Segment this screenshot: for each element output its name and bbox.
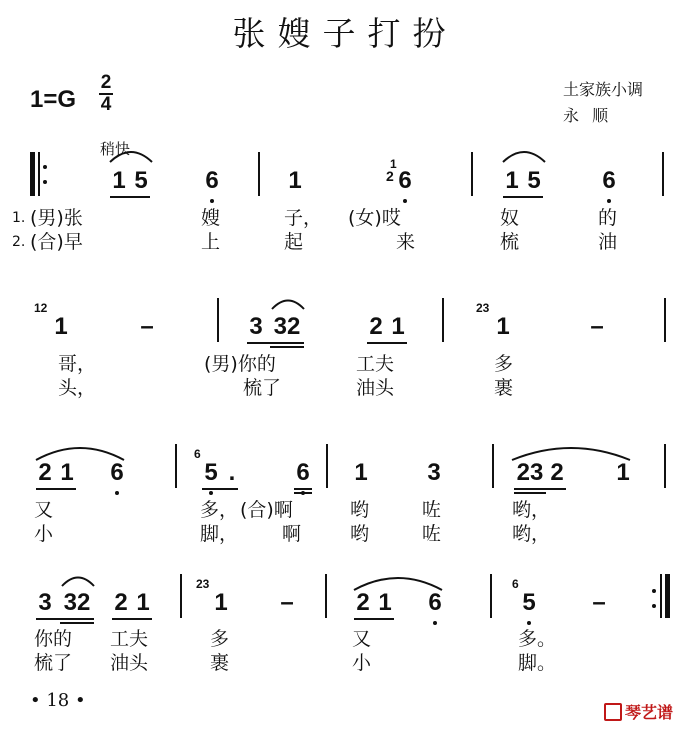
lyric: 哟	[350, 499, 370, 521]
slur-mark	[60, 572, 96, 588]
lyric: 子，	[284, 207, 323, 229]
note: 1	[54, 313, 68, 340]
lyric: 啊	[282, 523, 302, 545]
eighth-underline	[247, 342, 304, 344]
note: 1	[354, 459, 368, 486]
lyric: 脚，	[200, 523, 239, 545]
tempo-marking: 稍快	[100, 140, 131, 158]
lyric: 工夫	[110, 628, 149, 650]
grace-note: 23	[476, 301, 490, 315]
grace-note: 2	[386, 168, 394, 184]
lyric: (男)你的	[204, 353, 276, 375]
watermark-text: 琴艺谱	[625, 703, 674, 722]
eighth-underline	[354, 618, 394, 620]
note: 1	[288, 167, 302, 194]
note: 6	[110, 459, 124, 486]
lyric: 多	[494, 353, 514, 375]
eighth-underline	[503, 196, 543, 198]
barline	[664, 298, 666, 342]
augmentation-dot: .	[228, 459, 236, 486]
lyric: 梳了	[34, 652, 73, 674]
barline	[217, 298, 219, 342]
note: 1	[616, 459, 630, 486]
barline	[662, 152, 664, 196]
lyric: 油头	[356, 377, 395, 399]
lyric: 哥，	[58, 353, 97, 375]
lyric: (合)啊	[240, 499, 293, 521]
repeat-dot	[652, 604, 656, 608]
grace-note: 6	[194, 447, 201, 461]
note: 5	[522, 589, 536, 616]
sixteenth-underline	[294, 492, 312, 494]
lyric: 多。	[518, 628, 557, 650]
eighth-underline	[514, 488, 566, 490]
low-octave-dot	[433, 621, 437, 625]
note: 1	[60, 459, 74, 486]
barline	[180, 574, 182, 618]
note: 32	[273, 313, 301, 340]
lyric: 小	[352, 652, 372, 674]
watermark-logo	[604, 700, 673, 723]
note: 32	[63, 589, 91, 616]
lyric: 梳了	[243, 377, 282, 399]
barline	[664, 444, 666, 488]
barline	[471, 152, 473, 196]
note: 2	[369, 313, 383, 340]
lyric: 哟	[350, 523, 370, 545]
grace-note: 12	[34, 301, 48, 315]
note: 1	[391, 313, 405, 340]
repeat-start-barline	[30, 152, 35, 196]
lyric: (女)哎	[348, 207, 401, 229]
song-origin: 土家族小调	[563, 80, 644, 99]
grace-note: 1	[390, 157, 397, 171]
note: 1	[112, 167, 126, 194]
note: 2	[114, 589, 128, 616]
repeat-dot	[43, 180, 47, 184]
note: 6	[205, 167, 219, 194]
slur-mark	[108, 146, 154, 164]
lyric: (合)早	[30, 231, 83, 253]
lyric: 多，	[200, 499, 239, 521]
low-octave-dot	[403, 199, 407, 203]
low-octave-dot	[527, 621, 531, 625]
note: 2	[550, 459, 564, 486]
note: 6	[296, 459, 310, 486]
note: 5	[134, 167, 148, 194]
key-signature: 1=G	[30, 86, 77, 113]
note: 6	[398, 167, 412, 194]
barline	[442, 298, 444, 342]
lyric: 哟，	[512, 499, 551, 521]
lyric: 咗	[422, 499, 442, 521]
lyric: 头，	[58, 377, 97, 399]
barline	[490, 574, 492, 618]
sixteenth-underline	[514, 492, 546, 494]
lyric: 起	[284, 231, 304, 253]
note: –	[592, 589, 606, 616]
lyric: 奴	[500, 207, 520, 229]
note: 5	[527, 167, 541, 194]
lyric: 来	[396, 231, 416, 253]
slur-mark	[270, 295, 306, 311]
lyric: 又	[34, 499, 54, 521]
note: 1	[496, 313, 510, 340]
lyric: 小	[34, 523, 54, 545]
lyric: 脚。	[518, 652, 557, 674]
eighth-underline	[36, 618, 94, 620]
lyric: 又	[352, 628, 372, 650]
song-title: 张嫂子打扮	[232, 14, 458, 53]
barline	[325, 574, 327, 618]
lyric: 油头	[110, 652, 149, 674]
barline	[326, 444, 328, 488]
verse-2-marker: 2.	[12, 234, 26, 250]
eighth-underline	[367, 342, 407, 344]
barline	[175, 444, 177, 488]
lyric: 裹	[210, 652, 230, 674]
note: 3	[249, 313, 263, 340]
lyric: 的	[598, 207, 618, 229]
note: 3	[38, 589, 52, 616]
lyric: (男)张	[30, 207, 83, 229]
grace-note: 6	[512, 577, 519, 591]
note: –	[140, 313, 154, 340]
lyric: 你的	[34, 628, 73, 650]
eighth-underline	[36, 488, 76, 490]
note: 1	[378, 589, 392, 616]
note: 1	[505, 167, 519, 194]
verse-1-marker: 1.	[12, 210, 26, 226]
lyric: 哟，	[512, 523, 551, 545]
lyric: 咗	[422, 523, 442, 545]
eighth-underline	[202, 488, 238, 490]
page-number: • 18 •	[30, 690, 86, 711]
repeat-end-barline	[665, 574, 670, 618]
lyric: 多	[210, 628, 230, 650]
repeat-dot	[43, 165, 47, 169]
note: 2	[356, 589, 370, 616]
lyric: 裹	[494, 377, 514, 399]
note: 2	[38, 459, 52, 486]
note: 1	[214, 589, 228, 616]
repeat-start-thin-line	[38, 152, 40, 196]
note: 6	[428, 589, 442, 616]
lyric: 油	[598, 231, 618, 253]
note: 5	[204, 459, 218, 486]
eighth-underline	[294, 488, 312, 490]
low-octave-dot	[115, 491, 119, 495]
time-signature	[98, 73, 114, 115]
sixteenth-underline	[270, 346, 304, 348]
lyric: 工夫	[356, 353, 395, 375]
lyric: 嫂	[201, 207, 221, 229]
time-signature-bottom: 4	[100, 94, 112, 115]
eighth-underline	[110, 196, 150, 198]
time-signature-top: 2	[100, 72, 112, 93]
lyric: 梳	[500, 231, 520, 253]
barline	[258, 152, 260, 196]
note: 6	[602, 167, 616, 194]
lyric: 上	[201, 231, 221, 253]
note: –	[590, 313, 604, 340]
logo-icon	[604, 703, 622, 721]
slur-mark	[501, 146, 547, 164]
repeat-end-thin-line	[660, 574, 662, 618]
note: 1	[136, 589, 150, 616]
grace-note: 23	[196, 577, 210, 591]
low-octave-dot	[209, 491, 213, 495]
low-octave-dot	[210, 199, 214, 203]
sixteenth-underline	[60, 622, 94, 624]
song-author: 永 顺	[563, 106, 613, 125]
note: –	[280, 589, 294, 616]
eighth-underline	[112, 618, 152, 620]
note: 23	[516, 459, 544, 486]
low-octave-dot	[607, 199, 611, 203]
repeat-dot	[652, 589, 656, 593]
note: 3	[427, 459, 441, 486]
barline	[492, 444, 494, 488]
